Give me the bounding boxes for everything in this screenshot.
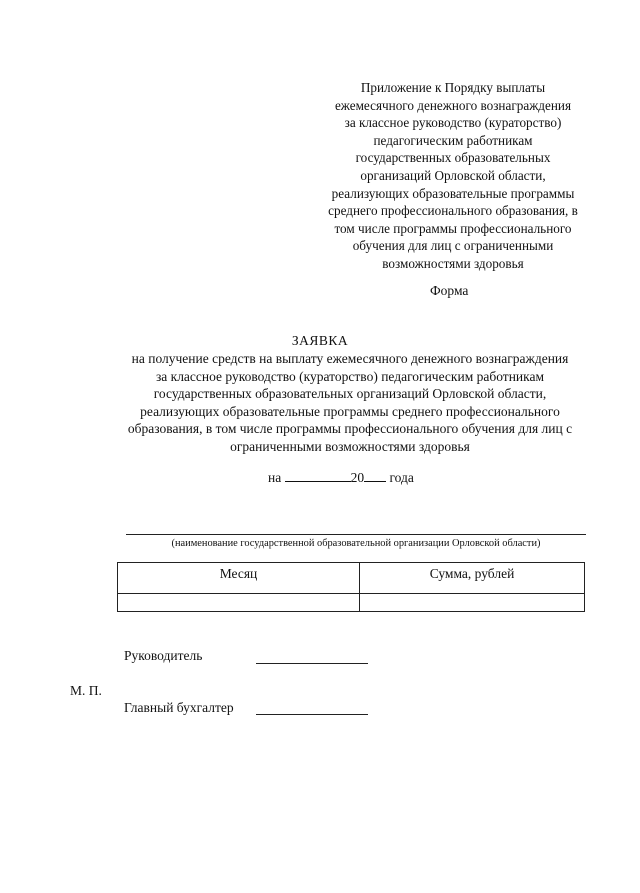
appendix-line: среднего профессионального образования, в <box>328 203 578 219</box>
application-subject <box>90 350 610 456</box>
appendix-line: том числе программы профессионального <box>334 220 572 236</box>
application-line: за классное руководство (кураторство) педагогическим работникам <box>155 368 545 384</box>
table-row <box>118 594 585 612</box>
appendix-line: обучения для лиц с ограниченными <box>352 238 554 254</box>
appendix-line: за классное руководство (кураторство) <box>344 115 562 131</box>
amounts-table <box>117 562 585 612</box>
date-blank-field[interactable] <box>285 469 351 482</box>
application-title: ЗАЯВКА <box>291 333 349 348</box>
appendix-line: организаций Орловской области, <box>360 167 546 183</box>
application-line: ограниченными возможностями здоровья <box>230 438 470 454</box>
cell-month[interactable] <box>118 594 360 612</box>
application-line: образования, в том числе программы профессионального обучения для лиц с <box>127 421 573 437</box>
organization-caption: (наименование государственной образовательной организации Орловской области) <box>171 538 541 549</box>
table-header-row <box>118 563 585 594</box>
form-label: Форма <box>430 283 469 298</box>
appendix-note <box>298 79 608 273</box>
organization-name-field[interactable] <box>126 534 586 535</box>
header-amount: Сумма, рублей <box>360 563 585 594</box>
application-line: реализующих образовательные программы среднего профессионального <box>140 403 560 419</box>
accountant-label: Главный бухгалтер <box>124 700 234 715</box>
application-line: на получение средств на выплату ежемесячного денежного вознаграждения <box>131 351 569 366</box>
year-blank-field[interactable] <box>364 469 386 482</box>
appendix-line: реализующих образовательные программы <box>331 185 575 201</box>
appendix-line: Приложение к Порядку выплаты <box>360 80 546 95</box>
header-month: Месяц <box>118 563 360 594</box>
date-prefix: на <box>268 470 282 485</box>
stamp-label: М. П. <box>70 683 102 698</box>
director-label: Руководитель <box>124 648 203 663</box>
appendix-line: педагогическим работникам <box>373 132 533 148</box>
date-year-prefix: 20 <box>350 470 365 485</box>
appendix-line: возможностями здоровья <box>382 255 524 271</box>
cell-amount[interactable] <box>360 594 585 612</box>
date-line <box>268 469 414 486</box>
date-suffix: года <box>389 470 414 485</box>
application-line: государственных образовательных организаций Орловской области, <box>153 386 547 402</box>
accountant-signature-field[interactable] <box>256 714 368 715</box>
appendix-line: ежемесячного денежного вознаграждения <box>334 97 572 113</box>
director-signature-field[interactable] <box>256 663 368 664</box>
appendix-line: государственных образовательных <box>355 150 551 166</box>
